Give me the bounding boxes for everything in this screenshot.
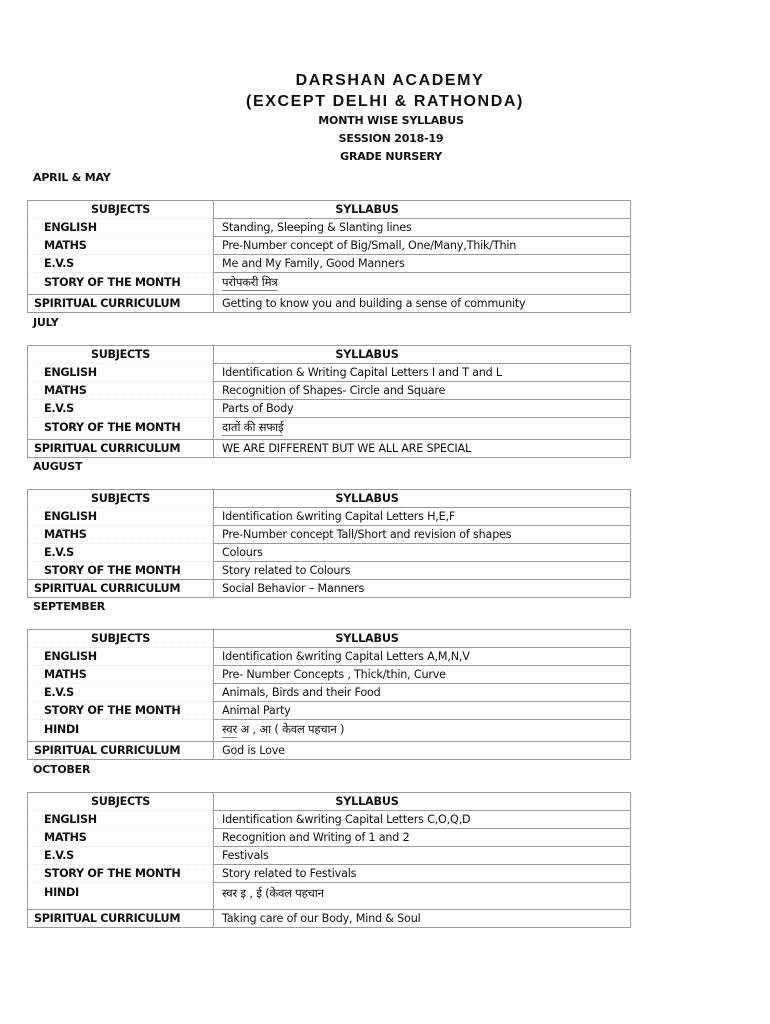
grade-label: GRADE NURSERY — [340, 150, 442, 163]
table-row — [28, 580, 631, 598]
syllabus-cell: Social Behavior – Manners — [222, 582, 365, 595]
table-row — [28, 684, 631, 702]
table-row — [28, 666, 631, 684]
table-header-row — [28, 346, 631, 364]
column-header-syllabus: SYLLABUS — [214, 490, 631, 508]
syllabus-cell: स्वर इ , ई (केवल पहचान — [214, 883, 631, 910]
table-row — [28, 508, 631, 526]
table-row — [28, 702, 631, 720]
syllabus-cell: Pre- Number Concepts , Thick/thin, Curve — [214, 666, 631, 684]
syllabus-cell: Pre-Number concept Tall/Short and revision of shapes — [214, 526, 631, 544]
table-row — [28, 364, 631, 382]
table-row — [28, 400, 631, 418]
subject-cell: SPIRITUAL CURRICULUM — [28, 295, 214, 313]
column-header-syllabus: SYLLABUS — [214, 630, 631, 648]
syllabus-cell: Story related to Festivals — [214, 865, 631, 883]
syllabus-cell: Me and My Family, Good Manners — [214, 255, 631, 273]
subject-cell: ENGLISH — [28, 508, 214, 526]
syllabus-table-july — [27, 345, 631, 458]
document-subtitle: MONTH WISE SYLLABUS — [318, 114, 464, 127]
table-row — [28, 829, 631, 847]
table-row — [28, 544, 631, 562]
subject-cell: STORY OF THE MONTH — [28, 418, 214, 440]
month-heading-july: JULY — [33, 316, 59, 329]
subject-cell: ENGLISH — [28, 648, 214, 666]
subject-cell: E.V.S — [28, 684, 214, 702]
table-row — [28, 847, 631, 865]
syllabus-cell: Festivals — [214, 847, 631, 865]
syllabus-table-october — [27, 792, 631, 928]
column-header-subjects: SUBJECTS — [28, 630, 214, 648]
subject-cell: SPIRITUAL CURRICULUM — [28, 910, 214, 928]
syllabus-cell: Identification & Writing Capital Letters I and T and L — [214, 364, 631, 382]
column-header-subjects: SUBJECTS — [28, 490, 214, 508]
table-row — [28, 237, 631, 255]
table-row — [28, 865, 631, 883]
subject-cell: E.V.S — [28, 255, 214, 273]
subject-cell: STORY OF THE MONTH — [28, 702, 214, 720]
column-header-syllabus: SYLLABUS — [214, 201, 631, 219]
syllabus-cell: Animals, Birds and their Food — [214, 684, 631, 702]
table-row — [28, 219, 631, 237]
table-header-row — [28, 793, 631, 811]
subject-cell: SPIRITUAL CURRICULUM — [28, 440, 214, 458]
subject-cell: MATHS — [28, 526, 214, 544]
syllabus-cell: WE ARE DIFFERENT BUT WE ALL ARE SPECIAL — [222, 442, 471, 455]
syllabus-cell: Pre-Number concept of Big/Small, One/Many,Thik/Thin — [214, 237, 631, 255]
syllabus-cell: God is Love — [222, 744, 285, 757]
subject-cell: STORY OF THE MONTH — [28, 865, 214, 883]
month-heading-april-may: APRIL & MAY — [33, 171, 111, 184]
syllabus-cell: परोपकरी मित्र — [214, 273, 631, 295]
table-row — [28, 811, 631, 829]
column-header-subjects: SUBJECTS — [28, 346, 214, 364]
syllabus-cell: Identification &writing Capital Letters H,E,F — [214, 508, 631, 526]
subject-cell: MATHS — [28, 382, 214, 400]
subject-cell: ENGLISH — [28, 219, 214, 237]
subject-cell: MATHS — [28, 829, 214, 847]
syllabus-table-september — [27, 629, 631, 760]
table-row — [28, 526, 631, 544]
table-header-row — [28, 201, 631, 219]
syllabus-cell: Identification &writing Capital Letters C,O,Q,D — [214, 811, 631, 829]
syllabus-cell: Standing, Sleeping & Slanting lines — [214, 219, 631, 237]
table-row — [28, 418, 631, 440]
subject-cell: MATHS — [28, 237, 214, 255]
syllabus-cell: Parts of Body — [214, 400, 631, 418]
table-header-row — [28, 630, 631, 648]
syllabus-cell: Colours — [214, 544, 631, 562]
month-heading-august: AUGUST — [33, 460, 83, 473]
subject-cell: HINDI — [28, 720, 214, 742]
syllabus-cell: Getting to know you and building a sense of community — [222, 297, 526, 310]
subject-cell: SPIRITUAL CURRICULUM — [28, 742, 214, 760]
syllabus-table-april-may — [27, 200, 631, 313]
syllabus-cell: Recognition of Shapes- Circle and Square — [214, 382, 631, 400]
table-row — [28, 742, 631, 760]
syllabus-table-august — [27, 489, 631, 598]
syllabus-cell: Taking care of our Body, Mind & Soul — [222, 912, 421, 925]
session-label: SESSION 2018-19 — [338, 132, 444, 145]
month-heading-september: SEPTEMBER — [33, 600, 106, 613]
syllabus-cell: दातों की सफाई — [214, 418, 631, 440]
subject-cell: ENGLISH — [28, 811, 214, 829]
subject-cell: SPIRITUAL CURRICULUM — [28, 580, 214, 598]
table-row — [28, 295, 631, 313]
syllabus-cell: Story related to Colours — [214, 562, 631, 580]
syllabus-cell: Identification &writing Capital Letters A,M,N,V — [214, 648, 631, 666]
subject-cell: HINDI — [28, 883, 214, 910]
syllabus-cell: स्वर अ , आ ( केवल पहचान ) — [214, 720, 631, 742]
column-header-syllabus: SYLLABUS — [214, 793, 631, 811]
syllabus-cell: Recognition and Writing of 1 and 2 — [214, 829, 631, 847]
column-header-syllabus: SYLLABUS — [214, 346, 631, 364]
subject-cell: E.V.S — [28, 400, 214, 418]
table-row — [28, 562, 631, 580]
table-row — [28, 720, 631, 742]
table-row — [28, 255, 631, 273]
column-header-subjects: SUBJECTS — [28, 793, 214, 811]
table-row — [28, 910, 631, 928]
table-row — [28, 883, 631, 910]
table-row — [28, 382, 631, 400]
column-header-subjects: SUBJECTS — [28, 201, 214, 219]
subject-cell: STORY OF THE MONTH — [28, 562, 214, 580]
syllabus-cell: Animal Party — [214, 702, 631, 720]
table-row — [28, 648, 631, 666]
table-row — [28, 440, 631, 458]
school-name: DARSHAN ACADEMY — [295, 72, 485, 89]
month-heading-october: OCTOBER — [33, 763, 91, 776]
subject-cell: E.V.S — [28, 544, 214, 562]
document-header — [0, 70, 770, 166]
subject-cell: E.V.S — [28, 847, 214, 865]
school-exception-note: (EXCEPT DELHI & RATHONDA) — [246, 93, 524, 110]
table-header-row — [28, 490, 631, 508]
subject-cell: ENGLISH — [28, 364, 214, 382]
subject-cell: MATHS — [28, 666, 214, 684]
table-row — [28, 273, 631, 295]
subject-cell: STORY OF THE MONTH — [28, 273, 214, 295]
